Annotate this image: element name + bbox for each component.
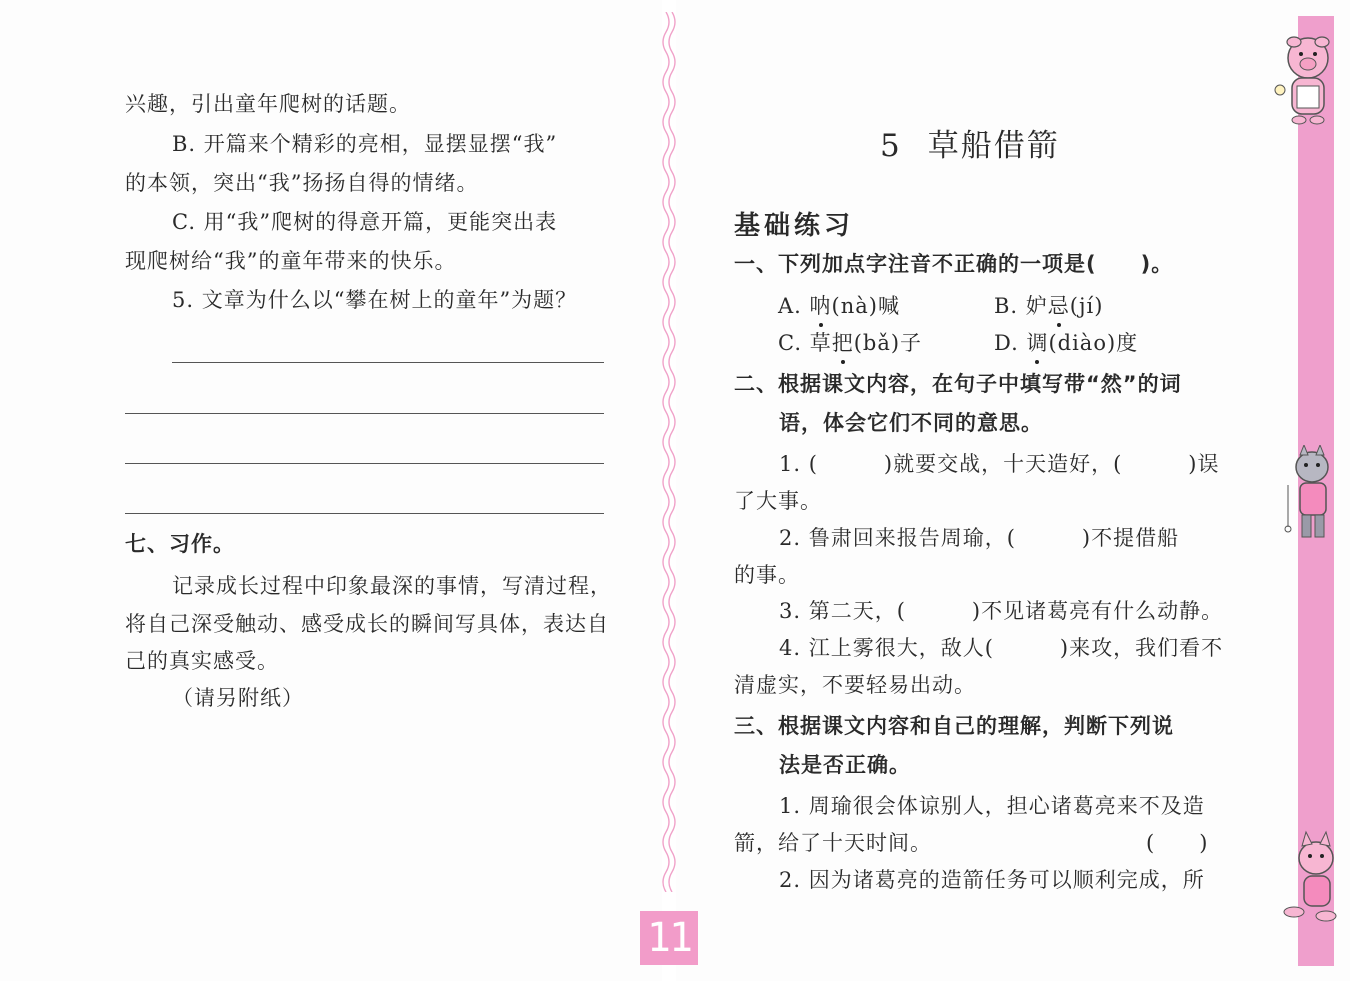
answer-line[interactable] <box>125 513 604 514</box>
option-b-line: B. 开篇来个精彩的亮相，显摆显摆“我” <box>172 132 558 156</box>
answer-line[interactable] <box>172 362 604 363</box>
question-5: 5. 文章为什么以“攀在树上的童年”为题？ <box>172 288 578 312</box>
text-line: 的本领，突出“我”扬扬自得的情绪。 <box>125 171 479 195</box>
q3-item-2: 2. 因为诸葛亮的造箭任务可以顺利完成，所 <box>779 868 1205 892</box>
lesson-title <box>880 120 1060 165</box>
text-line: 兴趣，引出童年爬树的话题。 <box>125 92 411 116</box>
dotted-char: 调 <box>1026 331 1049 355</box>
judge-bracket[interactable]: ( ) <box>1146 831 1209 855</box>
q2-item-1[interactable]: 1. ( )就要交战，十天造好，( )误 <box>779 452 1220 476</box>
answer-line[interactable] <box>125 413 604 414</box>
lesson-number: 5 <box>880 128 902 164</box>
question-2-stem: 二、根据课文内容，在句子中填写带“然”的词 <box>734 372 1182 396</box>
writing-prompt: 记录成长过程中印象最深的事情，写清过程， <box>172 574 612 598</box>
dotted-char: 忌 <box>1047 294 1070 318</box>
option-b[interactable]: B. 妒忌(jí) <box>994 294 1104 318</box>
question-1-stem: 一、下列加点字注音不正确的一项是( )。 <box>734 252 1174 276</box>
answer-line[interactable] <box>125 463 604 464</box>
question-3-stem: 三、根据课文内容和自己的理解，判断下列说 <box>734 714 1174 738</box>
option-d[interactable]: D. 调(diào)度 <box>994 331 1139 355</box>
writing-note: （请另附纸） <box>172 686 304 710</box>
q2-item-2-cont: 的事。 <box>734 563 800 587</box>
option-a[interactable]: A. 呐(nà)喊 <box>778 294 900 318</box>
cat-mascot-icon <box>1280 828 1344 928</box>
page-number: 11 <box>640 911 698 965</box>
writing-prompt: 己的真实感受。 <box>125 649 279 673</box>
dotted-char: 把 <box>831 331 854 355</box>
text-line: 现爬树给“我”的童年带来的快乐。 <box>125 249 457 273</box>
q2-item-4[interactable]: 4. 江上雾很大，敌人( )来攻，我们看不 <box>779 636 1224 660</box>
question-2-stem: 语，体会它们不同的意思。 <box>779 411 1043 435</box>
section-seven-heading: 七、习作。 <box>125 532 235 556</box>
book-spine <box>662 12 676 892</box>
lesson-title-text: 草船借箭 <box>927 128 1060 164</box>
dotted-char: 呐 <box>809 294 832 318</box>
left-page <box>0 0 662 981</box>
right-page <box>676 0 1350 981</box>
pig-mascot-icon <box>1272 30 1342 130</box>
q2-item-4-cont: 清虚实，不要轻易出动。 <box>734 673 976 697</box>
q2-item-2[interactable]: 2. 鲁肃回来报告周瑜，( )不提借船 <box>779 526 1180 550</box>
writing-prompt: 将自己深受触动、感受成长的瞬间写具体，表达自 <box>125 612 609 636</box>
section-title: 基础练习 <box>734 211 855 241</box>
q2-item-1-cont: 了大事。 <box>734 489 822 513</box>
q3-item-1: 1. 周瑜很会体谅别人，担心诸葛亮来不及造 <box>779 794 1205 818</box>
wolf-mascot-icon <box>1280 445 1342 545</box>
option-c[interactable]: C. 草把(bǎ)子 <box>778 331 923 355</box>
q2-item-3[interactable]: 3. 第二天，( )不见诸葛亮有什么动静。 <box>779 599 1224 623</box>
question-3-stem: 法是否正确。 <box>779 753 911 777</box>
q3-item-1-cont: 箭，给了十天时间。 <box>734 831 932 855</box>
option-c-line: C. 用“我”爬树的得意开篇，更能突出表 <box>172 210 558 234</box>
